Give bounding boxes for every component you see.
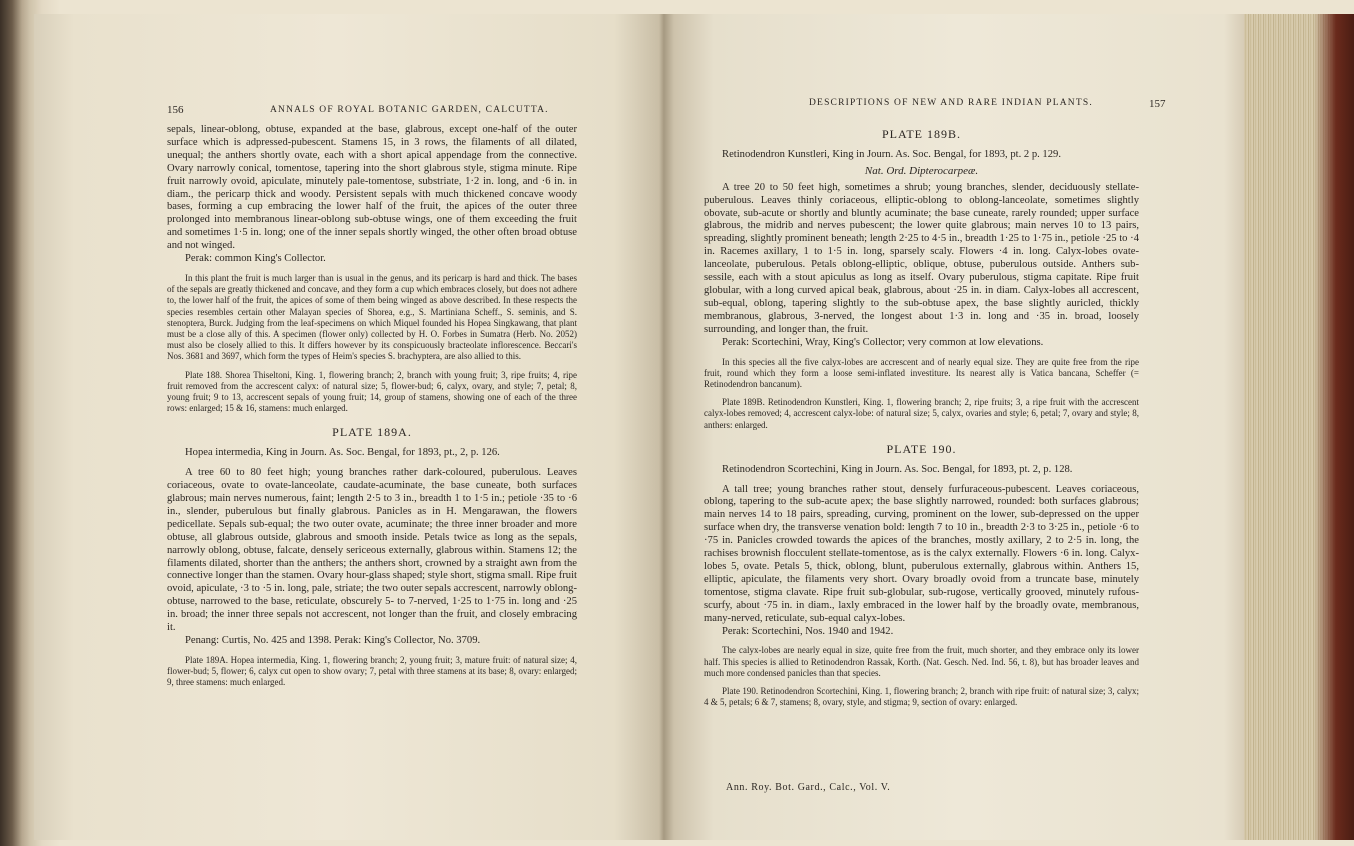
left-text-column (167, 124, 577, 689)
running-head: ANNALS OF ROYAL BOTANIC GARDEN, CALCUTTA. (270, 105, 549, 115)
page-edges (1244, 14, 1354, 840)
plate-caption: Plate 190. Retinodendron Scortechini, King. 1, flowering branch; 2, branch with ripe fruit: of natural size; 3, calyx; 4 & 5, petals; 6 & 7, stamens; 8, ovary, style, and stigma; 9, section of ovary: enlarged. (704, 686, 1139, 708)
locality-line: Penang: Curtis, No. 425 and 1398. Perak: King's Collector, No. 3709. (185, 635, 481, 646)
locality-line: Perak: Scortechini, Wray, King's Collector; very common at low elevations. (722, 336, 1044, 348)
running-head: DESCRIPTIONS OF NEW AND RARE INDIAN PLANTS. (809, 98, 1093, 108)
plate-caption: Plate 188. Shorea Thiseltoni, King. 1, flowering branch; 2, branch with young fruit; 3, ripe fruits; 4, ripe fruit removed from the accrescent calyx: of natural size; 5, flower-bud; 6, calyx, ovary, and style; 7, petal; 8, young fruit; 9 to 13, accrescent sepals of young fruit; 14, group of stamens, showing one of each of the three rows: enlarged; 15 & 16, stamens: much enlarged. (167, 369, 577, 414)
description-paragraph: A tree 20 to 50 feet high, sometimes a shrub; young branches, slender, deciduously stellate-puberulous. Leaves thinly coriaceous, elliptic-oblong to oblong-lanceolate, sometimes slightly obovate, sub-acute or shortly and bluntly acuminate; the base cuneate, rarely rounded; upper surface glabrous, the midrib and nerves pubescent; the lower quite glabrous; main nerves 10 to 13 pairs, spreading, slightly prominent beneath; length 2·25 to 4·5 in., breadth 1·25 to 1·75 in., petiole ·25 to ·4 in. Racemes axillary, 1 to 1·5 in. long, sparsely scaly. Flowers ·4 in. long. Calyx-lobes ovate-lanceolate, puberulous. Petals oblong-elliptic, oblique, obtuse, puberulous outside. Anthers sub-sessile, each with a stout apiculus as long as itself. Ovary puberulous, stigma capitate. Ripe fruit globular, with a long curved apical beak, glabrous, about ·25 in. in diam. Calyx-lobes all accrescent, sub-equal, oblong, tapering slightly to the sub-obtuse apex, the base slightly auricled, thickly membranous, glabrous, 3-nerved, the longest about 1·3 in. long and ·35 in. broad, loosely surrounding, and longer than, the fruit. (704, 181, 1139, 335)
locality-line: Perak: Scortechini, Nos. 1940 and 1942. (722, 625, 894, 637)
plate-caption: Plate 189A. Hopea intermedia, King. 1, flowering branch; 2, young fruit; 3, mature fruit: of natural size; 4, flower-bud; 5, flower; 6, calyx cut open to show ovary; 7, petal with three stamens at its base; 8, ovary: enlarged; 9, three stamens: much enlarged. (167, 654, 577, 688)
plate-title: PLATE 189B. (881, 127, 961, 141)
plate-title: PLATE 190. (886, 441, 957, 456)
left-page (34, 14, 664, 840)
species-heading: Hopea intermedia, King in Journ. As. Soc. Bengal, for 1893, pt., 2, p. 126. (185, 447, 500, 459)
note-paragraph: In this plant the fruit is much larger than is usual in the genus, and its pericarp is hard and thick. The bases of the sepals are greatly thickened and concave, and they form a cup which embraces closely, but does not adhere to, the lower half of the fruit, the apices of some of them being winged as above described. In these respects the species resembles certain other Malayan species of Shorea, e.g., S. Martiniana Scheff., S. seminis, and S. stenoptera, Burck. Judging from the leaf-specimens on which Miquel founded his Hopea Singkawang, that plant must be a close ally of this. A specimen (flower only) collected by H. O. Forbes in Sumatra (Herb. No. 2052) must also be closely allied to this. It differs however by its conspicuously bracteolate inflorescence. Beccari's Nos. 3681 and 3697, which form the types of Heim's species S. brachyptera, are also allied to this. (167, 272, 577, 362)
description-paragraph: A tree 60 to 80 feet high; young branches rather dark-coloured, puberulous. Leaves coriaceous, ovate to ovate-lanceolate, caudate-acuminate, the base cuneate, both surfaces glabrous; main nerves numerous, faint; length 2·5 to 3 in., breadth 1 to 1·5 in.; petiole ·35 to ·6 in., slender, puberulous but finally glabrous. Panicles as in H. Mengarawan, the flowers pedicellate. Sepals sub-equal; the two outer ovate, acuminate; the three inner broader and more obtuse, all glabrous outside, glabrous and smooth inside. Petals twice as long as the sepals, narrowly oblong, obtuse, falcate, densely sericeous externally, glabrous within. Stamens 12; the filaments dilated, shorter than the anthers; the anthers short, crowned by a straight awn from the connective longer than the stamen. Ovary hour-glass shaped; style short, stigma small. Ripe fruit ovoid, apiculate, ·3 to ·5 in. long, pale, striate; the two outer sepals accrescent, narrowly oblong-obtuse, narrowed to the base, reticulate, obscurely 5- to 7-nerved, 1·25 to 1·75 in. long and ·25 in. broad; the inner three sepals not accrescent, not longer than the fruit, and closely embracing it. (167, 467, 577, 634)
natural-order: Nat. Ord. Dipterocarpeæ. (864, 164, 979, 177)
description-paragraph: sepals, linear-oblong, obtuse, expanded at the base, glabrous, except one-half of the outer surface which is adpressed-pubescent. Stamens 15, in 3 rows, the filaments of all dilated, unequal; the anthers shortly ovate, each with a short apical appendage from the connective. Ovary narrowly conical, tomentose, tapering into the short glabrous style, stigma minute. Ripe fruit narrowly ovoid, apiculate, minutely pale-tomentose, substriate, 1·2 in. long, and ·6 in. in diam., the pericarp thick and woody. Persistent sepals with much thickened concave woody bases, forming a cup embracing the lower half of the fruit, the apices of the outer three prolonged into membranous linear-oblong sub-obtuse wings, one of them exceeding the fruit and sometimes 1·5 in. long; one of the inner sepals shortly winged, the other often broad obtuse and not winged. (167, 124, 577, 252)
species-heading: Retinodendron Kunstleri, King in Journ. As. Soc. Bengal, for 1893, pt. 2 p. 129. (722, 148, 1061, 160)
right-page (664, 14, 1244, 840)
note-paragraph: The calyx-lobes are nearly equal in size, quite free from the fruit, much shorter, and they embrace only its lower half. This species is allied to Retinodendron Rassak, Korth. (Nat. Gesch. Ned. Ind. 56, t. 8), but has broader leaves and much more condensed panicles than that species. (704, 645, 1139, 678)
page-number: 156 (167, 104, 184, 116)
species-heading: Retinodendron Scortechini, King in Journ. As. Soc. Bengal, for 1893, pt. 2, p. 128. (722, 463, 1073, 475)
page-footer: Ann. Roy. Bot. Gard., Calc., Vol. V. (726, 782, 891, 793)
plate-caption: Plate 189B. Retinodendron Kunstleri, King. 1, flowering branch; 2, ripe fruits; 3, a ripe fruit with the accrescent calyx-lobes removed; 4, accrescent calyx-lobe: of natural size; 5, calyx, ovaries and style; 6, petal; 7, ovary and style; 8, anthers: enlarged. (704, 397, 1139, 430)
locality-line: Perak: common King's Collector. (185, 253, 326, 265)
note-paragraph: In this species all the five calyx-lobes are accrescent and of nearly equal size. They are quite free from the ripe fruit, round which they form a loose semi-inflated investiture. Its nearest ally is Vatica bancana, Scheffer (= Retinodendron bancanum). (704, 356, 1139, 389)
page-number: 157 (1149, 98, 1166, 110)
description-paragraph: A tall tree; young branches rather stout, densely furfuraceous-pubescent. Leaves coriaceous, oblong, tapering to the sub-acute apex; the base slightly narrowed, rounded: both surfaces glabrous; main nerves 14 to 18 pairs, spreading, curving, prominent on the lower, sub-depressed on the upper surface when dry, the transverse venation bold: length 7 to 10 in., breadth 2·3 to 3·25 in., petiole ·6 to ·75 in. Panicles crowded towards the apices of the branches, mostly axillary, 2 to 2·5 in. long, the rachises brownish flocculent stellate-tomentose, as is the calyx externally. Flowers ·6 in. long. Calyx-lobes 5, ovate. Petals 5, thick, oblong, blunt, puberulous externally, glabrous within. Anthers 15, elliptic, apiculate, the filaments very short. Ovary broadly ovoid from a truncate base, minutely tomentose, stigma clavate. Ripe fruit sub-globular, sub-rugose, vertically grooved, minutely rufous-scurfy, about ·75 in. in diam., laxly embraced in the lower half by the broadly ovate, membranous, many-nerved, reticulate, sub-equal calyx-lobes. (704, 483, 1139, 624)
right-text-column (704, 112, 1139, 708)
plate-title: PLATE 189A. (332, 425, 412, 440)
